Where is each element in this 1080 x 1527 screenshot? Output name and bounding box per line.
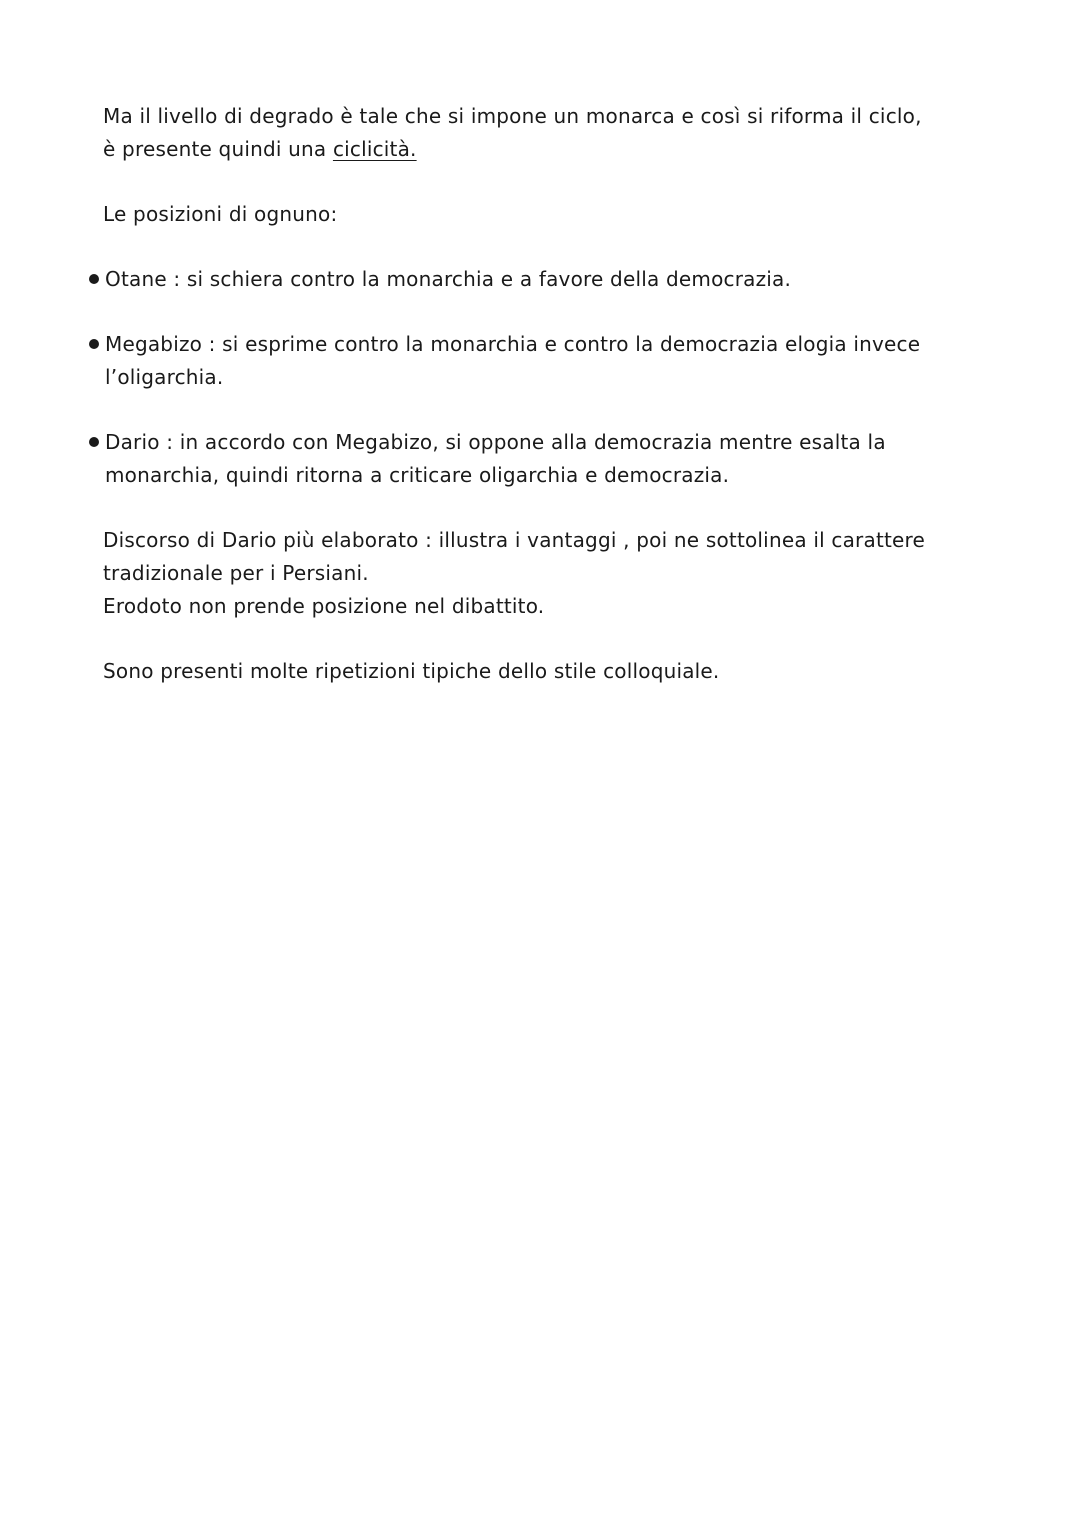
ciclicita-underlined: ciclicità. — [332, 137, 417, 161]
list-item-otane — [87, 263, 933, 296]
intro-paragraph — [103, 100, 933, 166]
list-item-megabizo — [87, 328, 933, 394]
bullet-icon — [89, 437, 99, 447]
intro-text: Ma il livello di degrado è tale che si impone un monarca e così si riforma il ciclo, è presente quindi una — [103, 104, 922, 161]
positions-heading: Le posizioni di ognuno: — [103, 202, 338, 226]
list-item-text: Megabizo : si esprime contro la monarchia e contro la democrazia elogia invece l’oligarchia. — [105, 332, 921, 389]
list-item-text: Dario : in accordo con Megabizo, si oppone alla democrazia mentre esalta la monarchia, quindi ritorna a criticare oligarchia e democrazia. — [105, 430, 886, 487]
bullet-icon — [89, 339, 99, 349]
bullet-icon — [89, 274, 99, 284]
document-body — [103, 100, 933, 688]
dario-speech-paragraph: Discorso di Dario più elaborato : illustra i vantaggi , poi ne sottolinea il carattere tradizionale per i Persiani. — [103, 528, 926, 585]
list-item-text: Otane : si schiera contro la monarchia e a favore della democrazia. — [105, 267, 792, 291]
erodoto-paragraph: Erodoto non prende posizione nel dibattito. — [103, 594, 545, 618]
list-item-dario — [87, 426, 933, 492]
positions-list — [103, 263, 933, 492]
style-note-paragraph: Sono presenti molte ripetizioni tipiche dello stile colloquiale. — [103, 659, 720, 683]
